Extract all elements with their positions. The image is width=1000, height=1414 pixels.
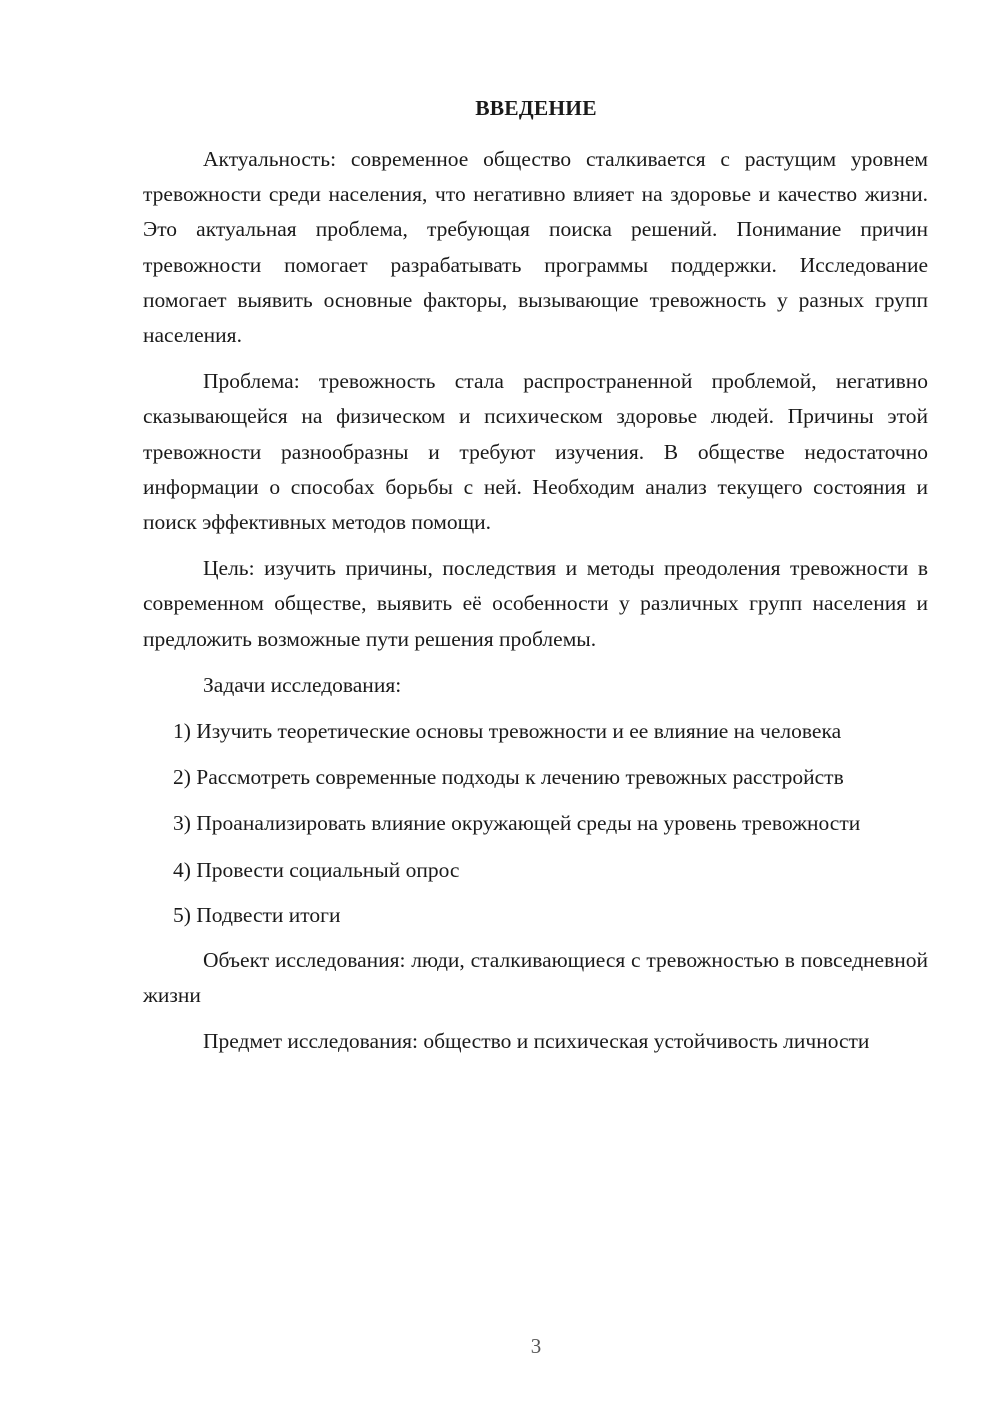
paragraph-problem: Проблема: тревожность стала распространенной проблемой, негативно сказывающейся на физическом и психическом здоровье людей. Причины этой тревожности разнообразны и требуют изучения. В обществе недостаточно информации о способах борьбы с ней. Необходим анализ текущего состояния и поиск эффективных методов помощи.	[143, 369, 928, 535]
paragraph-subject: Предмет исследования: общество и психическая устойчивость личности	[203, 1029, 870, 1054]
task-item-5: 5) Подвести итоги	[173, 902, 341, 927]
page-number: 3	[530, 1334, 542, 1358]
tasks-heading: Задачи исследования:	[203, 672, 402, 697]
task-item-3: 3) Проанализировать влияние окружающей среды на уровень тревожности	[173, 811, 861, 836]
task-item-4: 4) Провести социальный опрос	[173, 857, 460, 882]
paragraph-relevance: Актуальность: современное общество сталкивается с растущим уровнем тревожности среди населения, что негативно влияет на здоровье и качество жизни. Это актуальная проблема, требующая поиска решений. Понимание причин тревожности помогает разрабатывать программы поддержки. Исследование помогает выявить основные факторы, вызывающие тревожность у разных групп населения.	[143, 147, 928, 348]
paragraph-goal: Цель: изучить причины, последствия и методы преодоления тревожности в современном обществе, выявить её особенности у различных групп населения и предложить возможные пути решения проблемы.	[143, 556, 928, 651]
task-item-2: 2) Рассмотреть современные подходы к лечению тревожных расстройств	[173, 765, 844, 790]
paragraph-object: Объект исследования: люди, сталкивающиеся с тревожностью в повседневной жизни	[143, 948, 928, 1008]
document-body	[143, 142, 928, 1071]
task-item-1: 1) Изучить теоретические основы тревожности и ее влияние на человека	[173, 719, 842, 744]
page-title: ВВЕДЕНИЕ	[475, 96, 597, 120]
